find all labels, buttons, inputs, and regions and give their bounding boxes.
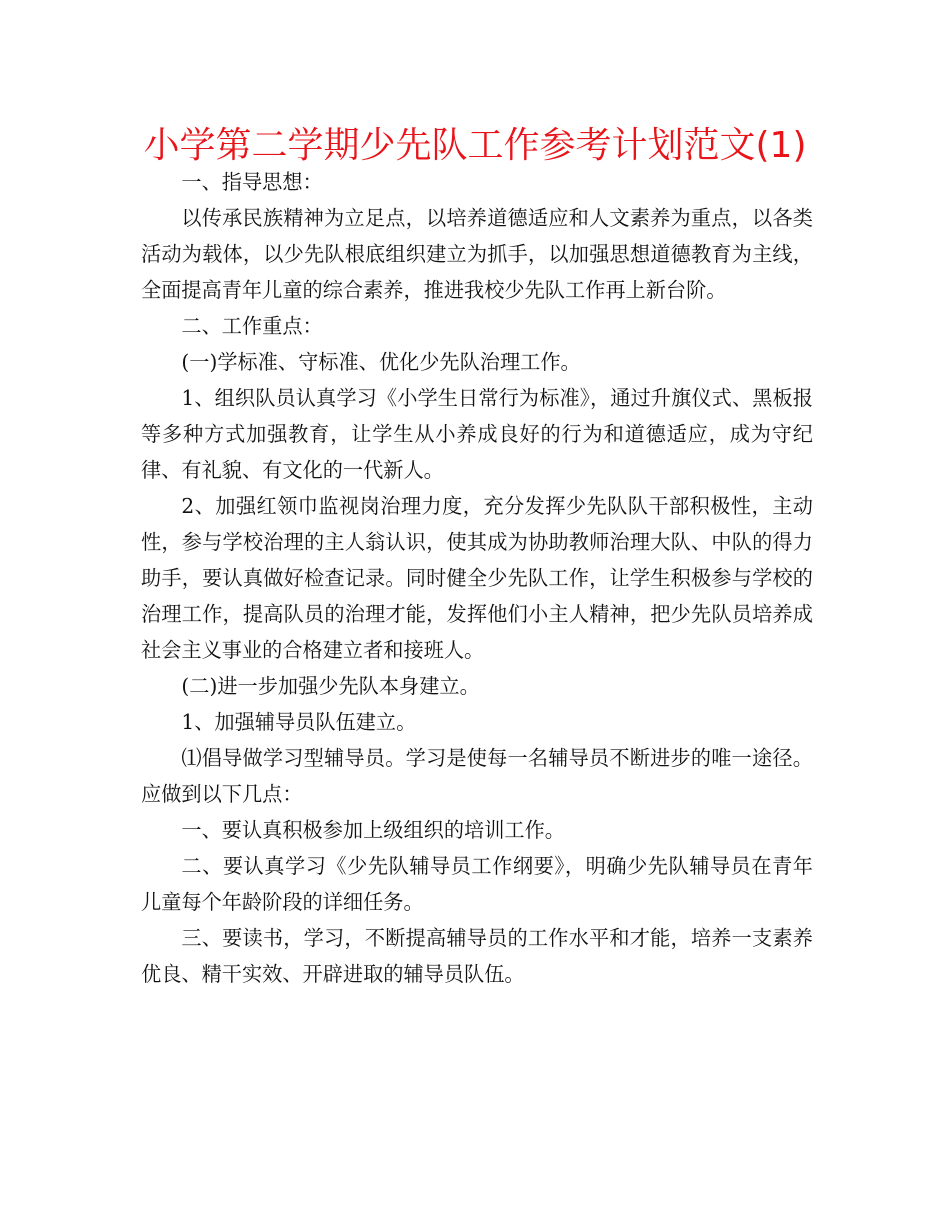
paragraph: ⑴倡导做学习型辅导员。学习是使每一名辅导员不断进步的唯一途径。应做到以下几点： xyxy=(141,746,813,806)
paragraph: 1、加强辅导员队伍建立。 xyxy=(181,710,417,734)
paragraph: 一、要认真积极参加上级组织的培训工作。 xyxy=(181,818,565,842)
paragraph-heading-guiding-thought: 一、指导思想： xyxy=(181,170,323,194)
paragraph: 以传承民族精神为立足点，以培养道德适应和人文素养为重点，以各类活动为载体，以少先队根底组织建立为抓手，以加强思想道德教育为主线，全面提高青年儿童的综合素养，推进我校少先队工作再上新台阶。 xyxy=(141,206,813,302)
document-body xyxy=(141,164,813,992)
paragraph-subheading: (一)学标准、守标准、优化少先队治理工作。 xyxy=(181,350,581,374)
paragraph-heading-work-focus: 二、工作重点： xyxy=(181,314,323,338)
paragraph: 三、要读书，学习，不断提高辅导员的工作水平和才能，培养一支素养优良、精干实效、开辟进取的辅导员队伍。 xyxy=(141,926,813,986)
document-title: 小学第二学期少先队工作参考计划范文(1) xyxy=(143,125,807,166)
paragraph-subheading: (二)进一步加强少先队本身建立。 xyxy=(181,674,480,698)
paragraph: 1、组织队员认真学习《小学生日常行为标准》，通过升旗仪式、黑板报等多种方式加强教育，让学生从小养成良好的行为和道德适应，成为守纪律、有礼貌、有文化的一代新人。 xyxy=(141,386,813,482)
paragraph: 二、要认真学习《少先队辅导员工作纲要》，明确少先队辅导员在青年儿童每个年龄阶段的详细任务。 xyxy=(141,854,813,914)
paragraph: 2、加强红领巾监视岗治理力度，充分发挥少先队队干部积极性，主动性，参与学校治理的主人翁认识，使其成为协助教师治理大队、中队的得力助手，要认真做好检查记录。同时健全少先队工作，让学生积极参与学校的治理工作，提高队员的治理才能，发挥他们小主人精神，把少先队员培养成社会主义事业的合格建立者和接班人。 xyxy=(141,494,813,662)
